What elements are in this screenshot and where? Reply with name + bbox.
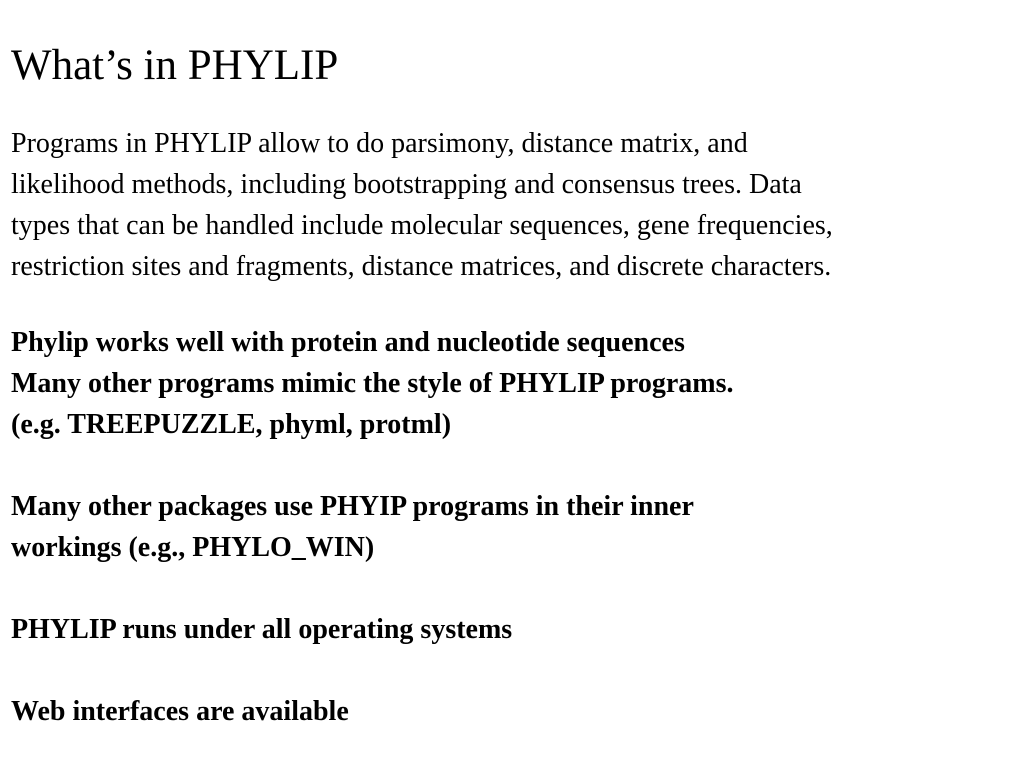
bold-line-4: Many other packages use PHYIP programs in their inner	[11, 491, 694, 522]
intro-line-4: restriction sites and fragments, distance matrices, and discrete characters.	[11, 251, 832, 282]
intro-line-2: likelihood methods, including bootstrapping and consensus trees. Data	[11, 169, 802, 200]
intro-line-1: Programs in PHYLIP allow to do parsimony, distance matrix, and	[11, 128, 748, 159]
bold-line-1: Phylip works well with protein and nucleotide sequences	[11, 327, 685, 358]
bold-line-3: (e.g. TREEPUZZLE, phyml, protml)	[11, 409, 452, 440]
bold-line-6: PHYLIP runs under all operating systems	[11, 614, 513, 645]
slide-title: What’s in PHYLIP	[11, 42, 339, 89]
intro-line-3: types that can be handled include molecular sequences, gene frequencies,	[11, 210, 833, 241]
bold-line-7: Web interfaces are available	[11, 696, 349, 727]
bold-line-5: workings (e.g., PHYLO_WIN)	[11, 532, 375, 563]
bold-line-2: Many other programs mimic the style of PHYLIP programs.	[11, 368, 734, 399]
